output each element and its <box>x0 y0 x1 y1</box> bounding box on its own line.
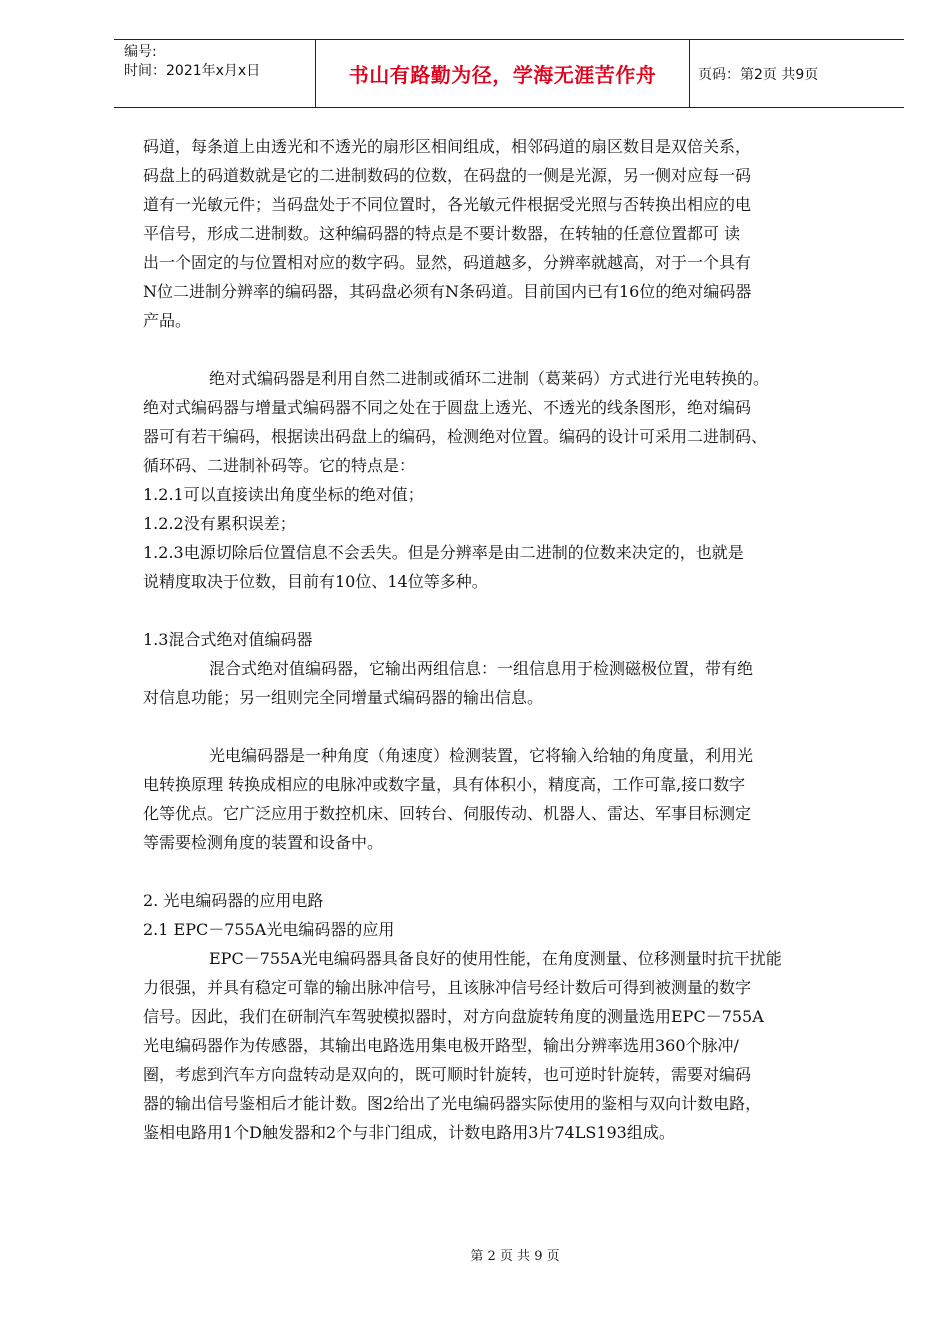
text-line: 循环码、二进制补码等。它的特点是： <box>143 456 416 475</box>
text-line: 化等优点。它广泛应用于数控机床、回转台、伺服传动、机器人、雷达、军事目标测定 <box>143 804 752 823</box>
heading-text: 1.3混合式绝对值编码器 <box>143 630 313 649</box>
text-line: 出一个固定的与位置相对应的数字码。显然，码道越多，分辨率就越高，对于一个具有 <box>143 253 752 272</box>
text-line: 道有一光敏元件；当码盘处于不同位置时，各光敏元件根据受光照与否转换出相应的电 <box>143 195 752 214</box>
text-line: 力很强，并具有稳定可靠的输出脉冲信号，且该脉冲信号经计数后可得到被测量的数字 <box>143 978 752 997</box>
text-line: 说精度取决于位数，目前有10位、14位等多种。 <box>143 572 488 591</box>
text-line: 器的输出信号鉴相后才能计数。图2给出了光电编码器实际使用的鉴相与双向计数电路， <box>143 1094 762 1113</box>
text-line: 器可有若干编码，根据读出码盘上的编码，检测绝对位置。编码的设计可采用二进制码、 <box>143 427 768 446</box>
header-page-label: 页码：第2页 共9页 <box>698 66 819 83</box>
heading-text: 2. 光电编码器的应用电路 <box>143 891 324 910</box>
paragraph <box>143 132 878 335</box>
paragraph <box>143 654 878 712</box>
header-meta <box>114 40 316 107</box>
text-line: 绝对式编码器是利用自然二进制或循环二进制（葛莱码）方式进行光电转换的。 <box>209 369 770 388</box>
section-heading <box>143 625 878 654</box>
text-line: 等需要检测角度的装置和设备中。 <box>143 833 384 852</box>
text-line: 电转换原理 转换成相应的电脉冲或数字量，具有体积小，精度高，工作可靠,接口数字 <box>143 775 746 794</box>
list-item: 1.2.3电源切除后位置信息不会丢失。但是分辨率是由二进制的位数来决定的，也就是 <box>143 543 744 562</box>
header-motto: 书山有路勤为径，学海无涯苦作舟 <box>316 40 690 107</box>
text-line: 圈，考虑到汽车方向盘转动是双向的，既可顺时针旋转，也可逆时针旋转，需要对编码 <box>143 1065 752 1084</box>
section-heading <box>143 886 878 944</box>
time-label: 时间：2021年x月x日 <box>124 63 261 79</box>
text-line: 绝对式编码器与增量式编码器不同之处在于圆盘上透光、不透光的线条图形，绝对编码 <box>143 398 752 417</box>
text-line: EPC－755A光电编码器具备良好的使用性能，在角度测量、位移测量时抗干扰能 <box>209 949 782 968</box>
heading-text: 2.1 EPC－755A光电编码器的应用 <box>143 920 395 939</box>
text-line: 对信息功能；另一组则完全同增量式编码器的输出信息。 <box>143 688 544 707</box>
id-label: 编号: <box>124 44 157 60</box>
paragraph <box>143 364 878 596</box>
text-line: 光电编码器作为传感器，其输出电路选用集电极开路型，输出分辨率选用360个脉冲/ <box>143 1036 739 1055</box>
footer-page-number: 第 2 页 共 9 页 <box>470 1249 560 1264</box>
list-item: 1.2.1可以直接读出角度坐标的绝对值； <box>143 485 424 504</box>
text-line: N位二进制分辨率的编码器，其码盘必须有N条码道。目前国内已有16位的绝对编码器 <box>143 282 752 301</box>
text-line: 信号。因此，我们在研制汽车驾驶模拟器时，对方向盘旋转角度的测量选用EPC－755A <box>143 1007 764 1026</box>
text-line: 码盘上的码道数就是它的二进制数码的位数，在码盘的一侧是光源，另一侧对应每一码 <box>143 166 752 185</box>
page-footer <box>0 1245 950 1264</box>
paragraph <box>143 741 878 857</box>
text-line: 产品。 <box>143 311 192 330</box>
text-line: 鉴相电路用1个D触发器和2个与非门组成，计数电路用3片74LS193组成。 <box>143 1123 675 1142</box>
text-line: 平信号，形成二进制数。这种编码器的特点是不要计数器，在转轴的任意位置都可 读 <box>143 224 741 243</box>
paragraph <box>143 944 878 1147</box>
text-line: 码道，每条道上由透光和不透光的扇形区相间组成，相邻码道的扇区数目是双倍关系， <box>143 137 752 156</box>
document-body <box>143 132 878 1147</box>
list-item: 1.2.2没有累积误差； <box>143 514 296 533</box>
page-header <box>114 39 904 108</box>
text-line: 混合式绝对值编码器，它输出两组信息：一组信息用于检测磁极位置，带有绝 <box>209 659 754 678</box>
text-line: 光电编码器是一种角度（角速度）检测装置，它将输入给轴的角度量，利用光 <box>209 746 754 765</box>
